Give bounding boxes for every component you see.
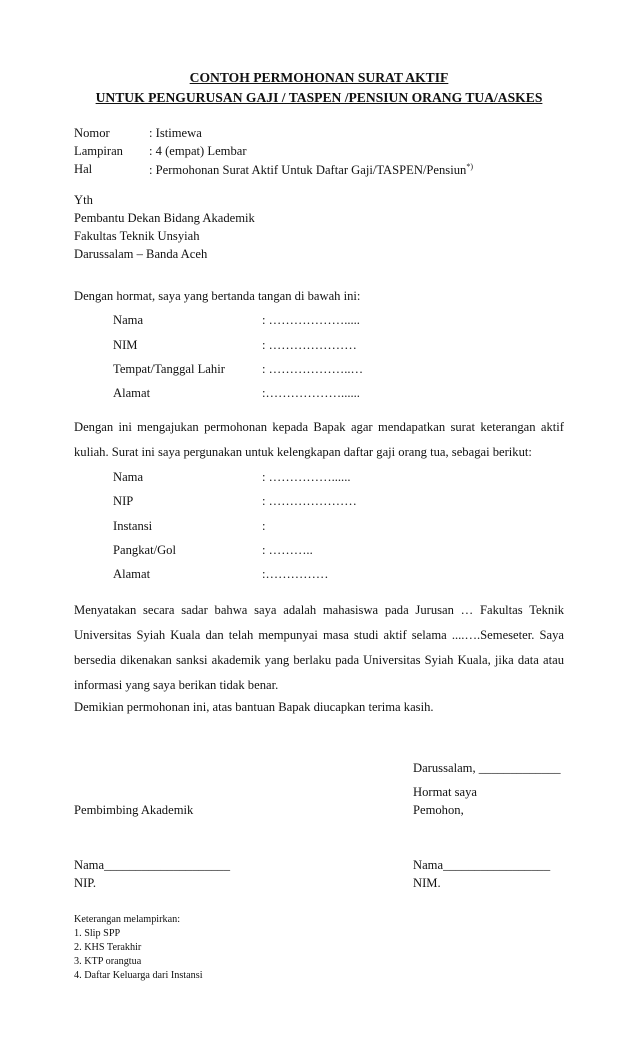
statement-line-3: bersedia dikenakan sanksi akademik yang berlaku pada Universitas Syiah Kuala, jika data atau bbox=[74, 653, 564, 667]
advisor-name: Nama____________________ bbox=[74, 858, 231, 872]
field-value: : ………………… bbox=[262, 338, 357, 352]
applicant-name: Nama_________________ bbox=[413, 858, 551, 872]
field-value: : ……….. bbox=[262, 543, 313, 557]
attachments-title: Keterangan melampirkan: bbox=[74, 914, 181, 925]
field-value: :………………...... bbox=[262, 386, 360, 400]
field-label: Tempat/Tanggal Lahir bbox=[113, 362, 225, 376]
field-label: Alamat bbox=[113, 386, 151, 400]
field-label: Nama bbox=[113, 313, 144, 327]
applicant-label: Pemohon, bbox=[413, 803, 464, 817]
field-label: Nama bbox=[113, 470, 144, 484]
field-label: NIM bbox=[113, 338, 138, 352]
recipient-faculty: Fakultas Teknik Unsyiah bbox=[74, 229, 200, 243]
field-value: :…………… bbox=[262, 567, 329, 581]
recipient-yth: Yth bbox=[74, 193, 93, 207]
request-line-1: Dengan ini mengajukan permohonan kepada Bapak agar mendapatkan surat keterangan aktif bbox=[74, 420, 564, 434]
applicant-nim: NIM. bbox=[413, 876, 441, 890]
title-line-1: CONTOH PERMOHONAN SURAT AKTIF bbox=[189, 70, 449, 85]
attachment-item: 2. KHS Terakhir bbox=[74, 942, 142, 953]
recipient-position: Pembantu Dekan Bidang Akademik bbox=[74, 211, 255, 225]
field-label: Alamat bbox=[113, 567, 151, 581]
statement-line-1: Menyatakan secara sadar bahwa saya adalah mahasiswa pada Jurusan … Fakultas Teknik bbox=[74, 603, 564, 617]
field-label: NIP bbox=[113, 494, 134, 508]
meta-label: Hal bbox=[74, 162, 93, 176]
field-value: : bbox=[262, 519, 266, 533]
attachment-item: 1. Slip SPP bbox=[74, 928, 121, 939]
statement-line-4: informasi yang saya berikan tidak benar. bbox=[74, 678, 279, 692]
footnote-mark: *) bbox=[466, 162, 473, 171]
recipient-address: Darussalam – Banda Aceh bbox=[74, 247, 208, 261]
meta-label: Nomor bbox=[74, 126, 110, 140]
meta-value: : Istimewa bbox=[149, 126, 202, 140]
field-value: : ……………...... bbox=[262, 470, 351, 484]
advisor-label: Pembimbing Akademik bbox=[74, 803, 194, 817]
closing-sentence: Demikian permohonan ini, atas bantuan Bapak diucapkan terima kasih. bbox=[74, 700, 434, 714]
field-value: : ………………..... bbox=[262, 313, 360, 327]
field-label: Instansi bbox=[113, 519, 153, 533]
place-date: Darussalam, _____________ bbox=[413, 761, 561, 775]
request-line-2: kuliah. Surat ini saya pergunakan untuk kelengkapan daftar gaji orang tua, sebagai berikut: bbox=[74, 445, 532, 459]
regards: Hormat saya bbox=[413, 785, 477, 799]
advisor-nip: NIP. bbox=[74, 876, 97, 890]
attachment-item: 3. KTP orangtua bbox=[74, 956, 142, 967]
field-value: : ………………… bbox=[262, 494, 357, 508]
greeting: Dengan hormat, saya yang bertanda tangan di bawah ini: bbox=[74, 289, 361, 303]
meta-label: Lampiran bbox=[74, 144, 123, 158]
attachment-item: 4. Daftar Keluarga dari Instansi bbox=[74, 970, 203, 981]
field-value: : ………………..… bbox=[262, 362, 364, 376]
statement-line-2: Universitas Syiah Kuala dan telah mempunyai masa studi aktif selama ....….Semeseter. Saya bbox=[74, 628, 564, 642]
meta-value: : 4 (empat) Lembar bbox=[149, 144, 247, 158]
meta-value: : Permohonan Surat Aktif Untuk Daftar Gaji/TASPEN/Pensiun*) bbox=[149, 162, 473, 178]
field-label: Pangkat/Gol bbox=[113, 543, 176, 557]
title-line-2: UNTUK PENGURUSAN GAJI / TASPEN /PENSIUN ORANG TUA/ASKES bbox=[95, 90, 543, 105]
